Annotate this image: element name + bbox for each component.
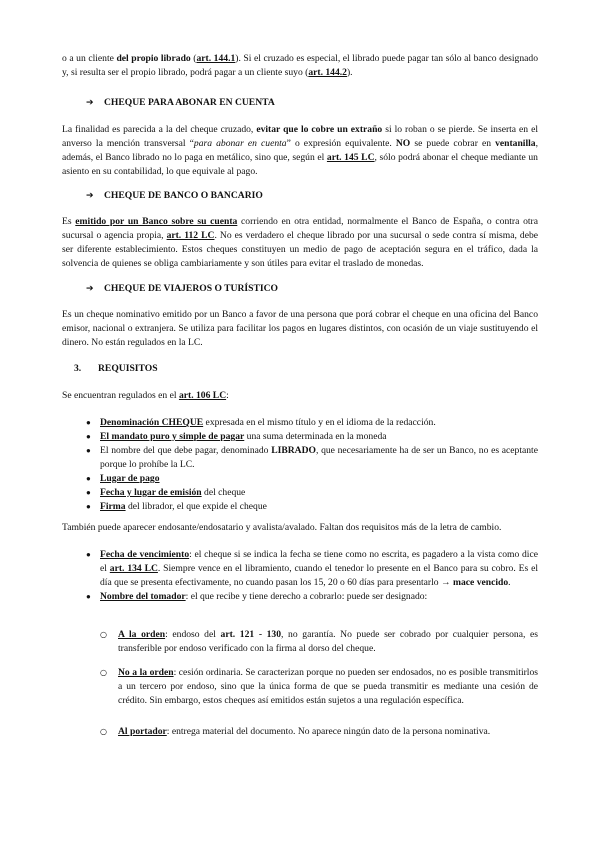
text: Se encuentran regulados en el — [62, 390, 179, 401]
text: . — [508, 577, 511, 588]
text: ” o expresión equivalente. — [286, 138, 396, 149]
text: , que necesariamente ha de ser un Banco, no es aceptante porque lo prohíbe la LC. — [100, 445, 538, 470]
text: : entrega material del documento. No aparece ningún dato de la persona nominativa. — [166, 726, 491, 737]
text: . No es verdadero el cheque librado por una sucursal o sede contra sí misma, debe ser diferente establecimiento. Estos cheques constituyen un medio de pago de aceptación segura en el tráfico, dada la solvencia de quienes se obliga cambiariamente y son útiles para evitar el traslado de monedas. — [62, 230, 539, 269]
missing-requirements-list — [86, 548, 538, 604]
paragraph-requisitos-intro — [62, 389, 538, 403]
text: ). Si el cruzado es especial, el librado puede pagar tan sólo al banco designado y, si resulta ser el propio librado, podrá pagar a un cliente suyo ( — [62, 53, 538, 78]
article-reference: art. 144.2 — [308, 67, 347, 78]
paragraph-cheque-de-banco — [62, 215, 538, 271]
text: : — [226, 390, 229, 401]
bold-text: Nombre del tomador — [100, 591, 186, 602]
italic-text: para abonar en cuenta — [193, 138, 287, 149]
text: corriendo en otra entidad, normalmente el Banco de España, o contra otra sucursal o agencia propia, — [62, 216, 538, 241]
bold-text: LIBRADO — [271, 445, 316, 456]
circle-bullet-icon: ○ — [100, 630, 107, 639]
heading-label: CHEQUE DE VIAJEROS O TURÍSTICO — [104, 283, 278, 294]
text: También puede aparecer endosante/endosatario y avalista/avalado. Faltan dos requisitos más de la letra de cambio. — [62, 522, 502, 533]
text: si lo roban o se pierde. Se inserta en el anverso la mención transversal “ — [62, 124, 539, 149]
bullet-icon: ● — [86, 432, 91, 441]
bullet-icon: ● — [86, 418, 91, 427]
bold-text: ventanilla — [495, 138, 536, 149]
arrow-icon: ➔ — [86, 98, 94, 108]
bold-text: El mandato puro y simple de pagar — [100, 431, 245, 442]
bold-text: Fecha y lugar de emisión — [100, 487, 202, 498]
bold-text: Lugar de pago — [100, 473, 160, 484]
text: El nombre del que debe pagar, denominado — [100, 445, 272, 456]
text: : el que recibe y tiene derecho a cobrarlo: puede ser designado: — [185, 591, 428, 602]
heading-abonar-en-cuenta — [86, 96, 275, 110]
bullet-icon: ● — [86, 446, 91, 455]
text: del librador, el que expide el cheque — [125, 501, 267, 512]
bullet-icon: ● — [86, 550, 91, 559]
text: una suma determinada en la moneda — [244, 431, 387, 442]
text: Es un cheque nominativo emitido por un Banco a favor de una persona que porá cobrar el cheque en una oficina del Banco emisor, nacional o extranjera. Se utiliza para facilitar los pagos en lugares distintos, con ocasión de un viaje sustituyendo el dinero. No están regulados en la LC. — [62, 309, 538, 348]
heading-label: CHEQUE PARA ABONAR EN CUENTA — [104, 97, 275, 108]
text: Es — [62, 216, 76, 227]
bold-text: Al portador — [118, 726, 167, 737]
bold-text: mace vencido — [452, 577, 509, 588]
bold-text: No a la orden — [118, 667, 174, 678]
article-reference: art. 106 LC — [178, 390, 227, 401]
text: expresada en el mismo título y en el idioma de la redacción. — [203, 417, 436, 428]
bullet-icon: ● — [86, 488, 91, 497]
list-item — [86, 472, 538, 486]
sub-item-al-portador — [100, 725, 538, 739]
bold-text: NO — [395, 138, 411, 149]
article-reference: art. 112 LC — [166, 230, 215, 241]
list-item — [86, 430, 538, 444]
article-reference: art. 121 - 130 — [220, 629, 282, 640]
text: ( — [190, 53, 197, 64]
circle-bullet-icon: ○ — [100, 668, 107, 677]
text: del cheque — [201, 487, 246, 498]
text: . Siempre vence en el libramiento, cuando el tenedor lo presente en el Banco para su cobro. Es el día que se presenta efectivamente, no cuando pasan los 15, 20 o 60 días para presentarlo → — [100, 563, 538, 588]
list-item — [86, 548, 538, 590]
sub-item-a-la-orden — [100, 628, 538, 656]
text: La finalidad es parecida a la del cheque cruzado, — [62, 124, 257, 135]
paragraph-cheque-de-viajeros — [62, 308, 538, 350]
paragraph-otros-requisitos — [62, 521, 538, 535]
text: , además, el Banco librado no lo paga en metálico, sino que, según el — [62, 138, 539, 163]
section-label: REQUISITOS — [98, 363, 158, 374]
bold-text: emitido por un Banco sobre su cuenta — [75, 216, 238, 227]
arrow-icon: ➔ — [86, 284, 94, 294]
bold-text: Fecha de vencimiento — [100, 549, 190, 560]
bullet-icon: ● — [86, 502, 91, 511]
text: : cesión ordinaria. Se caracterizan porque no pueden ser endosados, no es posible transmitirlos a un tercero por endoso, sino que la única forma de que se pueda transmitir es mediante una cesión de crédito. Sin embargo, estos cheques así emitidos están sujetos a una regulación específica. — [118, 667, 538, 706]
bullet-icon: ● — [86, 592, 91, 601]
text: , sólo podrá abonar el cheque mediante un asiento en su contabilidad, lo que equivale al pago. — [62, 152, 538, 177]
list-item — [86, 500, 538, 514]
section-number: 3. — [74, 363, 82, 374]
bold-text: A la orden — [118, 629, 166, 640]
paragraph-crossed-cheque — [62, 52, 538, 80]
heading-cheque-de-banco — [86, 189, 263, 203]
text: , no garantía. No puede ser cobrado por cualquier persona, es transferible por endoso verificado con la firma al dorso del cheque. — [118, 629, 538, 654]
article-reference: art. 134 LC — [109, 563, 158, 574]
heading-label: CHEQUE DE BANCO O BANCARIO — [104, 190, 263, 201]
list-item — [86, 444, 538, 472]
bullet-icon: ● — [86, 474, 91, 483]
paragraph-abonar-en-cuenta — [62, 123, 538, 179]
text: : el cheque si se indica la fecha se tiene como no escrita, es pagadero a la vista como dice el — [100, 549, 538, 574]
bold-text: Denominación CHEQUE — [100, 417, 204, 428]
text: o a un cliente — [62, 53, 117, 64]
list-item — [86, 590, 538, 604]
sub-item-no-a-la-orden — [100, 666, 538, 708]
article-reference: art. 145 LC — [326, 152, 375, 163]
requirements-list — [86, 416, 538, 514]
arrow-icon: ➔ — [86, 191, 94, 201]
bold-text: del propio librado — [116, 53, 191, 64]
text: se puede cobrar en — [410, 138, 496, 149]
text: : endoso del — [165, 629, 221, 640]
text: ). — [346, 67, 353, 78]
section-heading-requisitos — [62, 362, 158, 376]
bold-text: evitar que lo cobre un extraño — [256, 124, 383, 135]
bold-text: Firma — [100, 501, 126, 512]
article-reference: art. 144.1 — [196, 53, 236, 64]
list-item — [86, 416, 538, 430]
heading-cheque-de-viajeros — [86, 282, 278, 296]
list-item — [86, 486, 538, 500]
circle-bullet-icon: ○ — [100, 727, 107, 736]
